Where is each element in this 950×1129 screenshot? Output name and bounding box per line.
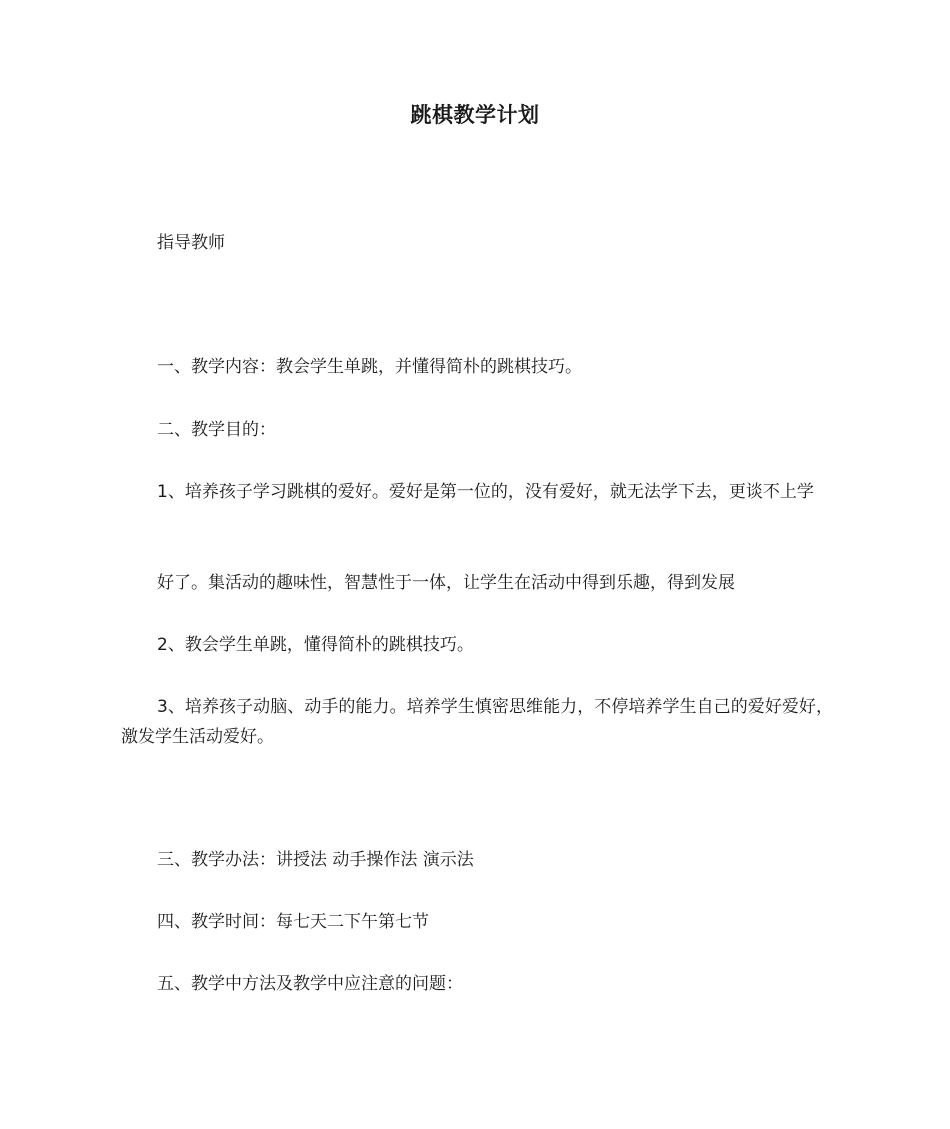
time-line: 四、教学时间：每七天二下午第七节 [157,912,429,932]
purpose-heading: 二、教学目的： [157,420,276,440]
purpose-item-1: 1、培养孩子学习跳棋的爱好。爱好是第一位的，没有爱好，就无法学下去，更谈不上学 [157,482,814,502]
notes-heading: 五、教学中方法及教学中应注意的问题： [157,974,463,994]
purpose-item-1-continued: 好了。集活动的趣味性，智慧性于一体，让学生在活动中得到乐趣，得到发展 [157,573,735,593]
purpose-item-2: 2、教会学生单跳，懂得简朴的跳棋技巧。 [157,635,474,655]
purpose-item-3: 3、培养孩子动脑、动手的能力。培养学生慎密思维能力，不停培养学生自己的爱好爱好，激发学生活动爱好。 [121,697,833,747]
teacher-label: 指导教师 [157,233,225,253]
content-line: 一、教学内容：教会学生单跳，并懂得简朴的跳棋技巧。 [157,357,582,377]
document-title: 跳棋教学计划 [410,103,540,127]
method-line: 三、教学办法：讲授法 动手操作法 演示法 [157,850,474,870]
